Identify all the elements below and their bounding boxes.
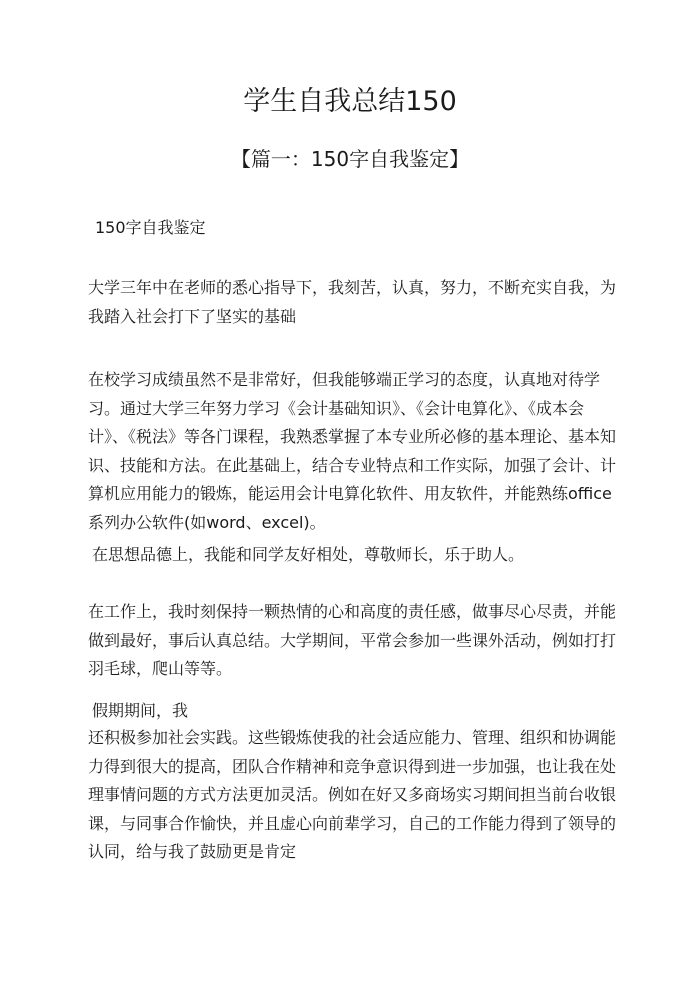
paragraph-work: 在工作上，我时刻保持一颗热情的心和高度的责任感，做事尽心尽责，并能做到最好，事后认真总结。大学期间，平常会参加一些课外活动，例如打打羽毛球，爬山等等。 <box>88 602 617 679</box>
document-subtitle: 【篇一：150字自我鉴定】 <box>230 147 470 171</box>
document-title: 学生自我总结150 <box>243 86 457 117</box>
paragraph-intro: 大学三年中在老师的悉心指导下，我刻苦，认真，努力，不断充实自我，为我踏入社会打下了坚实的基础 <box>88 278 617 326</box>
section-heading: 150字自我鉴定 <box>95 218 206 237</box>
paragraph-practice: 还积极参加社会实践。这些锻炼使我的社会适应能力、管理、组织和协调能力得到很大的提高，团队合作精神和竞争意识得到进一步加强，也让我在处理事情问题的方式方法更加灵活。例如在好又多商场实习期间担当前台收银课，与同事合作愉快，并且虚心向前辈学习，自己的工作能力得到了领导的认同，给与我了鼓励更是肯定 <box>88 728 617 862</box>
paragraph-study: 在校学习成绩虽然不是非常好，但我能够端正学习的态度，认真地对待学习。通过大学三年努力学习《会计基础知识》、《会计电算化》、《成本会计》、《税法》等各门课程，我熟悉掌握了本专业所必修的基本理论、基本知识、技能和方法。在此基础上，结合专业特点和工作实际，加强了会计、计算机应用能力的锻炼，能运用会计电算化软件、用友软件，并能熟练office系列办公软件(如word、excel)。 <box>88 370 617 532</box>
paragraph-holiday-intro: 假期期间，我 <box>92 701 189 720</box>
paragraph-morality: 在思想品德上，我能和同学友好相处，尊敬师长，乐于助人。 <box>92 545 525 564</box>
